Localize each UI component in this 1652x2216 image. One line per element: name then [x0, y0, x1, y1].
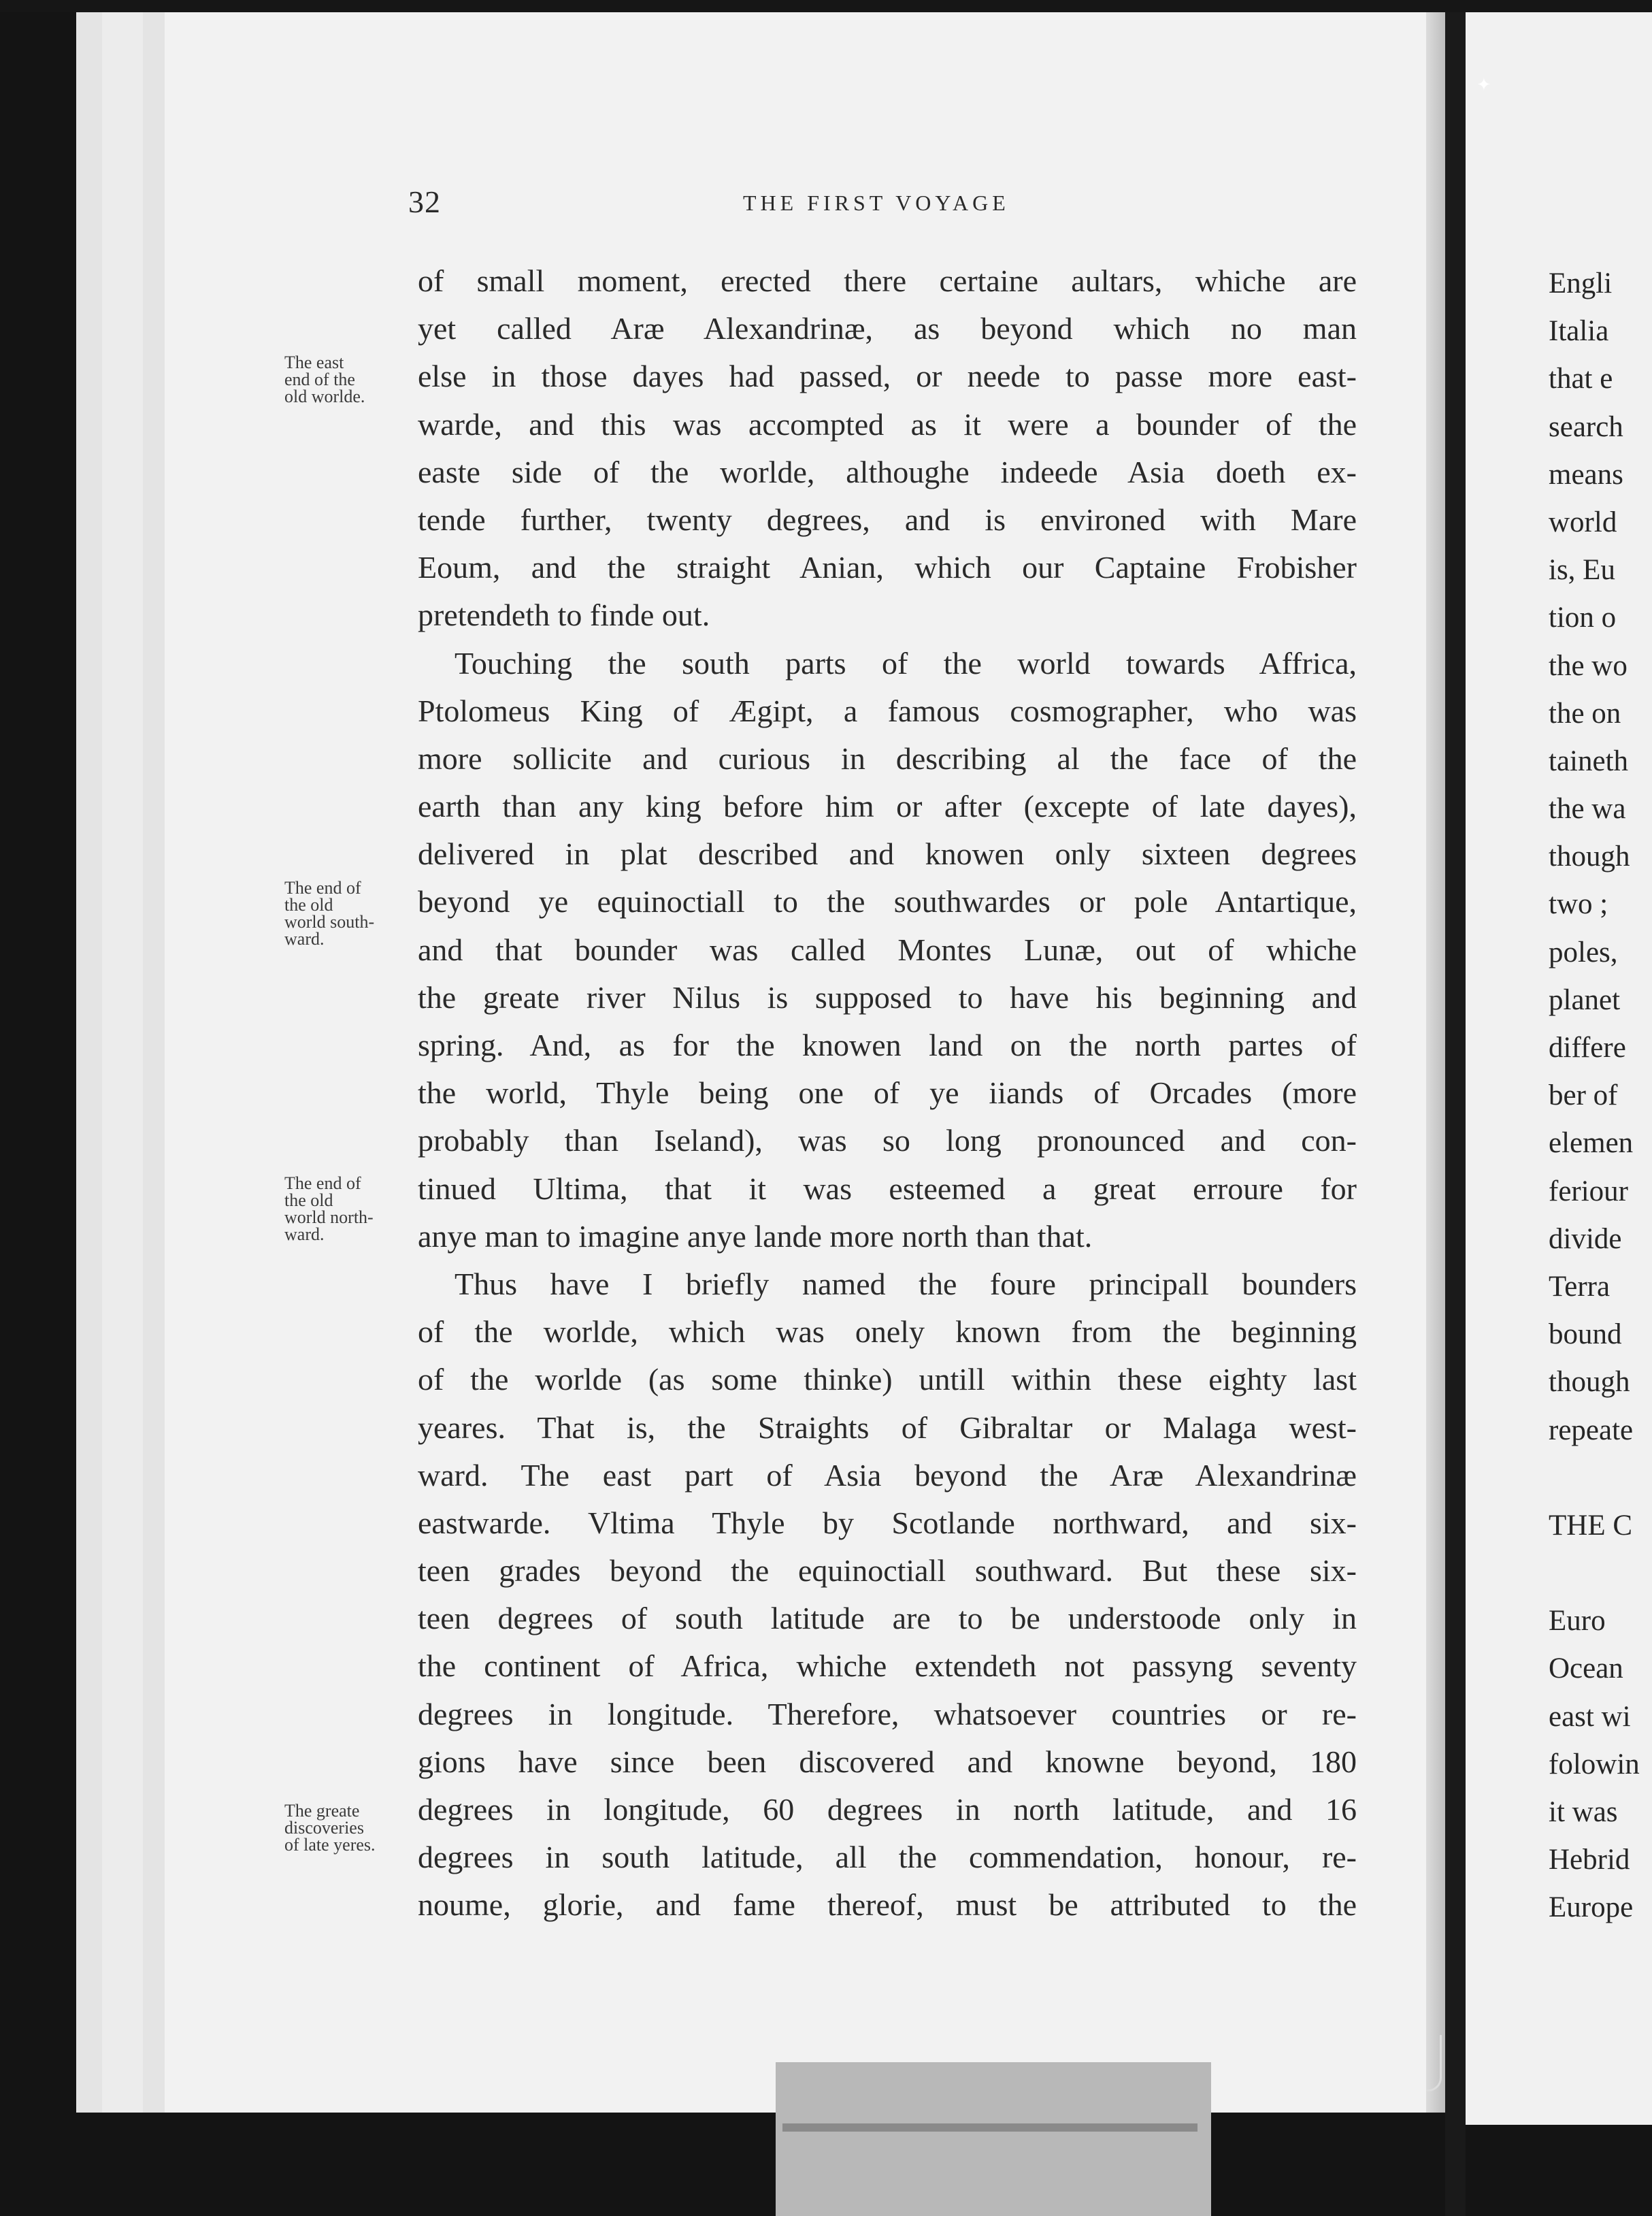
facing-text-line: repeate	[1549, 1414, 1634, 1446]
side-note-east	[284, 354, 365, 405]
side-note-line: old worlde.	[284, 387, 365, 406]
text-line: gions have since been discovered and knowne beyond, 180	[418, 1744, 1357, 1779]
text-line: of small moment, erected there certaine aultars, whiche are	[418, 263, 1357, 298]
text-line: else in those dayes had passed, or neede to passe more east-	[418, 359, 1357, 394]
text-line: teen degrees of south latitude are to be understoode only in	[418, 1601, 1357, 1636]
text-line: more sollicite and curious in describing al the face of the	[418, 740, 1357, 776]
text-line: the continent of Africa, whiche extendeth not passyng seventy	[418, 1648, 1357, 1684]
text-line: tinued Ultima, that it was esteemed a great erroure for	[418, 1171, 1357, 1206]
page-edge-highlight	[102, 12, 143, 2113]
running-head: THE FIRST VOYAGE	[743, 191, 1010, 215]
side-note-north	[284, 1175, 374, 1243]
text-line: pretendeth to finde out.	[418, 598, 710, 633]
text-line: earth than any king before him or after (excepte of late dayes),	[418, 789, 1357, 824]
facing-text-line: though	[1549, 1366, 1630, 1399]
text-line: probably than Iseland), was so long pronounced and con-	[418, 1123, 1357, 1158]
facing-text-line: divide	[1549, 1222, 1622, 1255]
page-header	[408, 184, 1357, 225]
side-note-south	[284, 879, 374, 947]
text-line: easte side of the worlde, althoughe indeede Asia doeth ex-	[418, 454, 1357, 489]
facing-text-line: Italia	[1549, 315, 1609, 348]
text-line: and that bounder was called Montes Lunæ, out of whiche	[418, 932, 1357, 967]
facing-text-line: folowin	[1549, 1748, 1640, 1780]
text-line: yet called Aræ Alexandrinæ, as beyond which no man	[418, 311, 1357, 346]
facing-text-line	[1549, 1454, 1652, 1502]
side-note-line: ward.	[284, 1224, 325, 1244]
facing-page-text	[1549, 260, 1652, 1989]
page-gutter-shadow	[1426, 12, 1445, 2113]
facing-text-line: the wo	[1549, 649, 1628, 682]
text-line: Thus have I briefly named the foure principall bounders	[455, 1266, 1357, 1301]
page-number: 32	[408, 184, 441, 219]
side-note-line: the old	[284, 895, 333, 915]
facing-text-line: feriour	[1549, 1175, 1628, 1207]
side-note-line: end of the	[284, 370, 355, 389]
text-line: beyond ye equinoctiall to the southwardes or pole Antartique,	[418, 884, 1357, 919]
facing-text-line: search	[1549, 410, 1623, 443]
text-line: tende further, twenty degrees, and is environed with Mare	[418, 502, 1357, 537]
text-line: warde, and this was accompted as it were a bounder of the	[418, 406, 1357, 442]
side-note-line: the old	[284, 1190, 333, 1210]
side-note-line: world south-	[284, 912, 375, 932]
facing-text-line: two ;	[1549, 888, 1608, 921]
facing-text-line: poles,	[1549, 936, 1618, 968]
side-note-line: discoveries	[284, 1818, 364, 1838]
text-line: yeares. That is, the Straights of Gibraltar or Malaga west-	[418, 1410, 1357, 1445]
facing-text-line: THE C	[1549, 1509, 1633, 1542]
text-line: degrees in longitude. Therefore, whatsoever countries or re-	[418, 1696, 1357, 1731]
facing-text-line: differe	[1549, 1032, 1626, 1064]
facing-text-line: Hebrid	[1549, 1844, 1630, 1876]
side-note-line: The end of	[284, 878, 361, 898]
text-line: Touching the south parts of the world towards Affrica,	[455, 645, 1357, 681]
text-line: the greate river Nilus is supposed to have his beginning and	[418, 979, 1357, 1015]
text-line: the world, Thyle being one of ye iiands of Orcades (more	[418, 1075, 1357, 1111]
body-text	[418, 257, 1357, 1929]
facing-text-line: world	[1549, 506, 1617, 538]
facing-text-line: bound	[1549, 1318, 1622, 1351]
facing-text-line: taineth	[1549, 745, 1629, 777]
text-line: degrees in longitude, 60 degrees in north latitude, and 16	[418, 1792, 1357, 1827]
facing-text-line: is, Eu	[1549, 554, 1615, 587]
text-line: Ptolomeus King of Ægipt, a famous cosmographer, who was	[418, 693, 1357, 728]
text-line: of the worlde (as some thinke) untill within these eighty last	[418, 1362, 1357, 1397]
text-line: delivered in plat described and knowen only sixteen degrees	[418, 836, 1357, 872]
side-note-line: ward.	[284, 929, 325, 949]
facing-text-line: Ocean	[1549, 1652, 1623, 1685]
facing-text-line: tion o	[1549, 602, 1617, 634]
facing-text-line	[1549, 1550, 1652, 1597]
facing-text-line: the wa	[1549, 793, 1626, 826]
side-note-line: world north-	[284, 1207, 374, 1227]
text-line: ward. The east part of Asia beyond the Aræ Alexandrinæ	[418, 1457, 1357, 1493]
book-gutter	[1445, 12, 1466, 2216]
facing-text-line: east wi	[1549, 1700, 1631, 1733]
text-line: of the worlde, which was onely known from the beginning	[418, 1314, 1357, 1350]
facing-text-line: elemen	[1549, 1127, 1634, 1160]
text-line: spring. And, as for the knowen land on the north partes of	[418, 1028, 1357, 1062]
facing-text-line: ber of	[1549, 1079, 1618, 1112]
text-line: anye man to imagine anye lande more north than that.	[418, 1218, 1093, 1254]
page-corner-curl	[1426, 2035, 1442, 2091]
facing-text-line: though	[1549, 841, 1630, 873]
text-line: Eoum, and the straight Anian, which our Captaine Frobisher	[418, 550, 1357, 585]
facing-text-line: Engli	[1549, 267, 1613, 299]
facing-text-line: the on	[1549, 697, 1621, 730]
side-note-line: The east	[284, 353, 344, 372]
text-line: eastwarde. Vltima Thyle by Scotlande northward, and six-	[418, 1505, 1357, 1540]
library-label-strip	[776, 2062, 1211, 2216]
facing-text-line: Europe	[1549, 1891, 1634, 1924]
facing-text-line: means	[1549, 458, 1623, 491]
text-line: teen grades beyond the equinoctiall southward. But these six-	[418, 1553, 1357, 1588]
library-label-shadow	[782, 2123, 1197, 2132]
side-note-line: The end of	[284, 1173, 361, 1193]
side-note-line: The greate	[284, 1801, 360, 1821]
facing-text-line: Terra	[1549, 1270, 1610, 1303]
facing-text-line: planet	[1549, 983, 1621, 1016]
text-line: noume, glorie, and fame thereof, must be attributed to the	[418, 1887, 1357, 1923]
scan-speck-icon: ✦	[1476, 75, 1491, 95]
facing-text-line: it was	[1549, 1796, 1618, 1828]
side-note-line: of late yeres.	[284, 1835, 376, 1855]
side-note-discoveries	[284, 1802, 376, 1853]
scan-border-top	[0, 0, 1652, 12]
facing-text-line: Euro	[1549, 1605, 1606, 1637]
text-line: degrees in south latitude, all the commendation, honour, re-	[418, 1840, 1357, 1875]
facing-text-line: that e	[1549, 363, 1613, 395]
